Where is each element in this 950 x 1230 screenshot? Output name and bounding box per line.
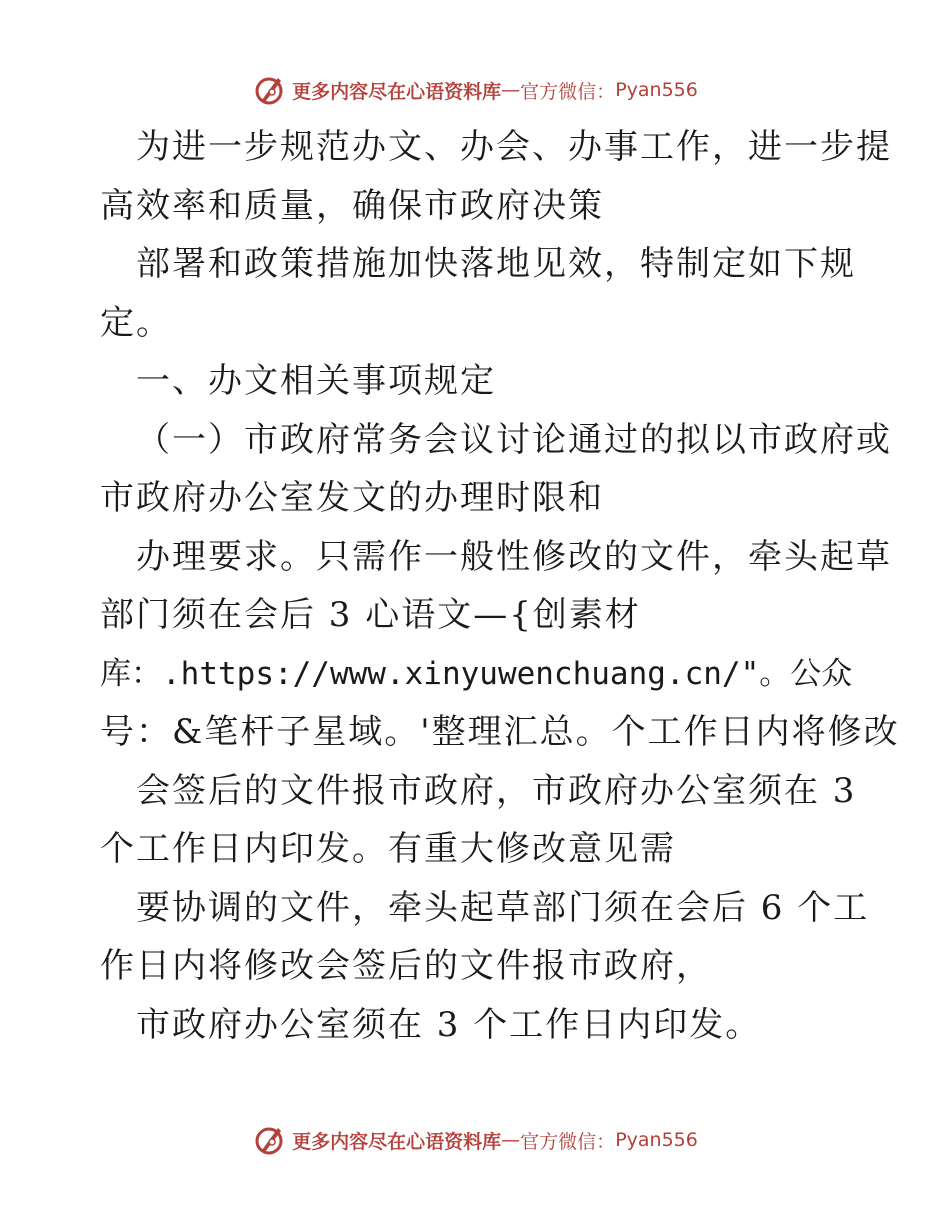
text-line: 号：&笔杆子星域。'整理汇总。个工作日内将修改 xyxy=(100,712,900,752)
banner-separator: — xyxy=(501,79,521,101)
section-heading: 一、办文相关事项规定 xyxy=(136,361,496,401)
banner-main-text: 更多内容尽在心语资料库 xyxy=(292,80,502,103)
text-line: 高效率和质量，确保市政府决策 xyxy=(100,185,604,226)
feather-pen-logo-icon xyxy=(252,1122,288,1158)
text-line: 市政府办公室发文的办理时限和 xyxy=(100,478,604,518)
text-line-url: 库：.https://www.xinyuwenchuang.cn/"。公众 xyxy=(100,655,853,692)
banner-official-label: 官方微信： xyxy=(520,1130,616,1153)
text-line: （一）市政府常务会议讨论通过的拟以市政府或 xyxy=(136,419,892,460)
feather-pen-logo-icon xyxy=(252,72,288,108)
text-line: 为进一步规范办文、办会、办事工作，进一步提 xyxy=(136,127,892,167)
text-line: 作日内将修改会签后的文件报市政府， xyxy=(100,946,712,986)
banner-main-text: 更多内容尽在心语资料库 xyxy=(292,1130,502,1153)
text-line: 部署和政策措施加快落地见效，特制定如下规 xyxy=(136,244,856,284)
text-line: 部门须在会后 3 心语文—{创素材 xyxy=(100,595,641,635)
text-line: 市政府办公室须在 3 个工作日内印发。 xyxy=(136,1004,762,1045)
text-line: 会签后的文件报市政府，市政府办公室须在 3 xyxy=(136,770,857,811)
text-line: 个工作日内印发。有重大修改意见需 xyxy=(100,829,676,869)
text-line: 定。 xyxy=(100,302,172,343)
text-line: 要协调的文件，牵头起草部门须在会后 6 个工 xyxy=(136,887,870,928)
banner-wechat-id: Pyan556 xyxy=(615,79,698,101)
header-watermark-banner xyxy=(0,70,950,110)
text-line: 办理要求。只需作一般性修改的文件，牵头起草 xyxy=(136,536,892,577)
banner-official-label: 官方微信： xyxy=(520,80,616,103)
footer-watermark-banner xyxy=(0,1120,950,1160)
banner-separator: — xyxy=(501,1129,521,1151)
document-body xyxy=(100,118,900,1054)
banner-wechat-id: Pyan556 xyxy=(615,1129,698,1151)
